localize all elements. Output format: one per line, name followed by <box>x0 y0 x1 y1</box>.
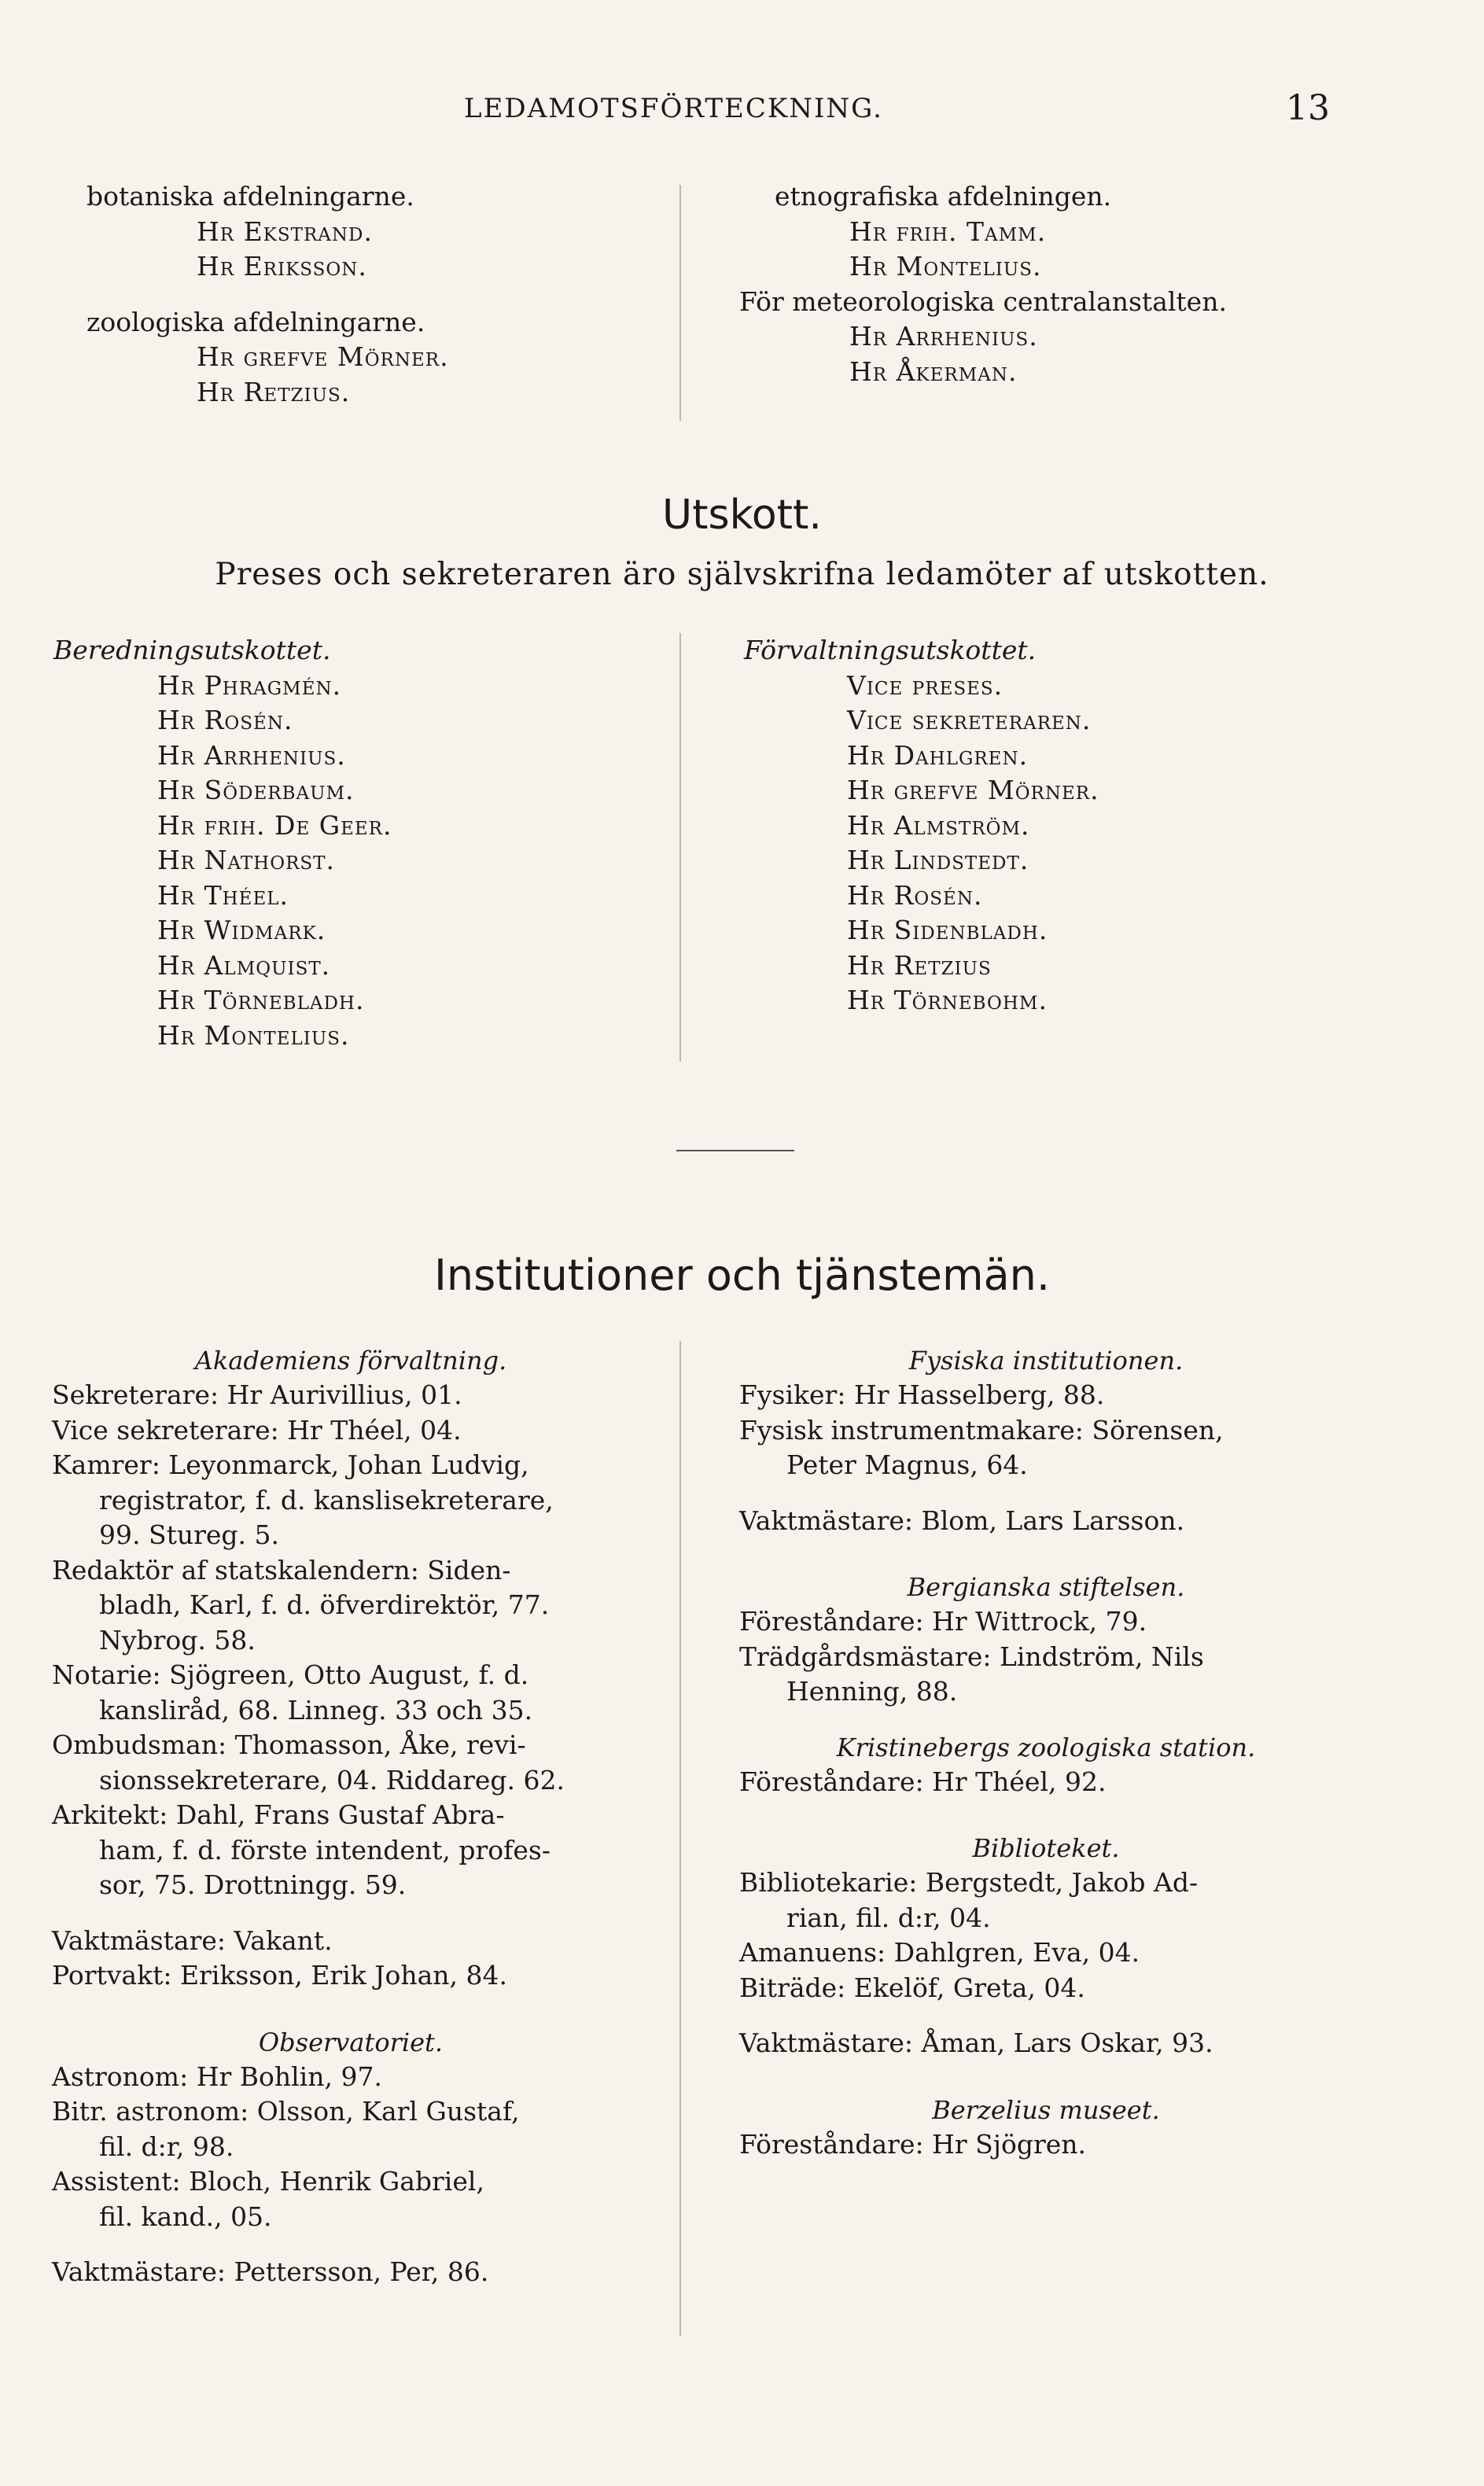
utskott-subheading: Preses och sekreteraren äro självskrifna ledamöter af utskotten. <box>215 557 1269 592</box>
dept-meteorological: För meteorologiska centralanstalten. <box>739 285 1227 317</box>
entry-line: Ombudsman: Thomasson, Åke, revi- <box>52 1729 526 1760</box>
section-title: Bergianska stiftelsen. <box>907 1572 1185 1602</box>
member: Hr Törnebohm. <box>847 985 1048 1015</box>
forvaltningsutskottet-column <box>739 633 1345 1018</box>
member: Hr Törnebladh. <box>157 985 365 1015</box>
entry-line: Biträde: Ekelöf, Greta, 04. <box>739 1972 1085 2003</box>
entry-line: Föreståndare: Hr Théel, 92. <box>739 1766 1107 1797</box>
member: Vice preses. <box>847 669 1003 701</box>
section-divider <box>676 1150 794 1151</box>
entry-line: fil. d:r, 98. <box>99 2131 234 2162</box>
entry-line: bladh, Karl, f. d. öfverdirektör, 77. <box>99 1589 550 1620</box>
member: Hr Nathorst. <box>157 845 335 875</box>
member: Hr Théel. <box>157 879 289 911</box>
entry-line: Vaktmästare: Åman, Lars Oskar, 93. <box>739 2027 1213 2058</box>
member: Hr Phragmén. <box>157 669 342 701</box>
utskott-heading: Utskott. <box>662 492 822 539</box>
entry-line: Redaktör af statskalendern: Siden- <box>52 1554 511 1586</box>
section-title: Berzelius museet. <box>932 2094 1160 2125</box>
member: Hr Dahlgren. <box>847 739 1029 771</box>
entry-line: Sekreterare: Hr Aurivillius, 01. <box>52 1379 462 1410</box>
entry-line: Bitr. astronom: Olsson, Karl Gustaf, <box>52 2096 520 2127</box>
institutioner-heading: Institutioner och tjänstemän. <box>433 1250 1051 1300</box>
beredningsutskottet-column <box>49 633 646 1053</box>
member: Hr frih. De Geer. <box>157 809 392 841</box>
dept-botanical: botaniska afdelningarne. <box>87 181 414 212</box>
entry-line: Arkitekt: Dahl, Frans Gustaf Abra- <box>52 1799 505 1830</box>
entry-line: Bibliotekarie: Bergstedt, Jakob Ad- <box>739 1867 1199 1898</box>
member: Hr Lindstedt. <box>847 845 1029 875</box>
member: Hr grefve Mörner. <box>197 341 449 372</box>
institutioner-left-column <box>52 1343 650 2290</box>
top-left-column <box>87 179 684 410</box>
entry-line: Henning, 88. <box>786 1676 958 1707</box>
entry-line: Nybrog. 58. <box>99 1624 256 1655</box>
entry-line: rian, fil. d:r, 04. <box>786 1902 991 1933</box>
entry-line: Kamrer: Leyonmarck, Johan Ludvig, <box>52 1449 529 1480</box>
member: Hr grefve Mörner. <box>847 775 1099 805</box>
entry-line: Notarie: Sjögreen, Otto August, f. d. <box>52 1659 529 1690</box>
member: Hr frih. Tamm. <box>849 215 1047 247</box>
entry-line: Vaktmästare: Blom, Lars Larsson. <box>739 1504 1185 1536</box>
member: Vice sekreteraren. <box>847 705 1092 735</box>
page-number: 13 <box>1286 88 1330 128</box>
committee-title: Beredningsutskottet. <box>53 635 331 665</box>
entry-line: Vice sekreterare: Hr Théel, 04. <box>52 1414 462 1446</box>
member: Hr Eriksson. <box>197 251 367 282</box>
section-title: Observatoriet. <box>258 2027 444 2057</box>
column-divider-utskott <box>679 633 681 1062</box>
column-divider-institutioner <box>679 1341 681 2336</box>
entry-line: Trädgårdsmästare: Lindström, Nils <box>739 1641 1204 1672</box>
member: Hr Rosén. <box>157 705 293 735</box>
entry-line: Astronom: Hr Bohlin, 97. <box>52 2061 382 2092</box>
dept-ethnographic: etnografiska afdelningen. <box>775 181 1112 212</box>
section-title: Biblioteket. <box>972 1833 1120 1863</box>
member: Hr Sidenbladh. <box>847 915 1048 945</box>
entry-line: Fysisk instrumentmakare: Sörensen, <box>739 1414 1224 1446</box>
entry-line: kansliråd, 68. Linneg. 33 och 35. <box>99 1694 533 1725</box>
member: Hr Widmark. <box>157 915 326 945</box>
entry-line: 99. Stureg. 5. <box>99 1519 279 1550</box>
member: Hr Retzius. <box>197 376 351 407</box>
member: Hr Montelius. <box>849 251 1042 282</box>
section-title: Fysiska institutionen. <box>908 1346 1184 1376</box>
member: Hr Arrhenius. <box>157 739 346 771</box>
institutioner-right-column <box>739 1343 1353 2162</box>
member: Hr Söderbaum. <box>157 775 355 805</box>
entry-line: ham, f. d. förste intendent, profes- <box>99 1834 551 1865</box>
member: Hr Almquist. <box>157 949 331 981</box>
entry-line: registrator, f. d. kanslisekreterare, <box>99 1484 554 1516</box>
entry-line: Portvakt: Eriksson, Erik Johan, 84. <box>52 1960 507 1991</box>
section-title: Akademiens förvaltning. <box>194 1346 507 1376</box>
entry-line: Vaktmästare: Vakant. <box>52 1924 333 1956</box>
entry-line: sor, 75. Drottningg. 59. <box>99 1869 407 1900</box>
top-right-column <box>739 179 1345 389</box>
entry-line: fil. kand., 05. <box>99 2201 272 2232</box>
running-header: LEDAMOTSFÖRTECKNING. <box>464 93 883 124</box>
section-title: Kristinebergs zoologiska station. <box>836 1732 1256 1762</box>
member: Hr Åkerman. <box>849 355 1018 387</box>
entry-line: Föreståndare: Hr Sjögren. <box>739 2128 1087 2160</box>
member: Hr Arrhenius. <box>849 321 1038 352</box>
dept-zoological: zoologiska afdelningarne. <box>87 306 425 337</box>
member: Hr Retzius <box>847 949 992 981</box>
member: Hr Rosén. <box>847 879 983 911</box>
entry-line: sionssekreterare, 04. Riddareg. 62. <box>99 1764 565 1795</box>
entry-line: Vaktmästare: Pettersson, Per, 86. <box>52 2256 489 2287</box>
member: Hr Montelius. <box>157 1019 350 1051</box>
entry-line: Föreståndare: Hr Wittrock, 79. <box>739 1606 1147 1637</box>
member: Hr Almström. <box>847 809 1030 841</box>
committee-title: Förvaltningsutskottet. <box>744 635 1037 665</box>
entry-line: Fysiker: Hr Hasselberg, 88. <box>739 1379 1105 1410</box>
entry-line: Amanuens: Dahlgren, Eva, 04. <box>739 1937 1140 1968</box>
entry-line: Peter Magnus, 64. <box>786 1449 1028 1480</box>
member: Hr Ekstrand. <box>197 215 373 247</box>
entry-line: Assistent: Bloch, Henrik Gabriel, <box>52 2166 484 2197</box>
